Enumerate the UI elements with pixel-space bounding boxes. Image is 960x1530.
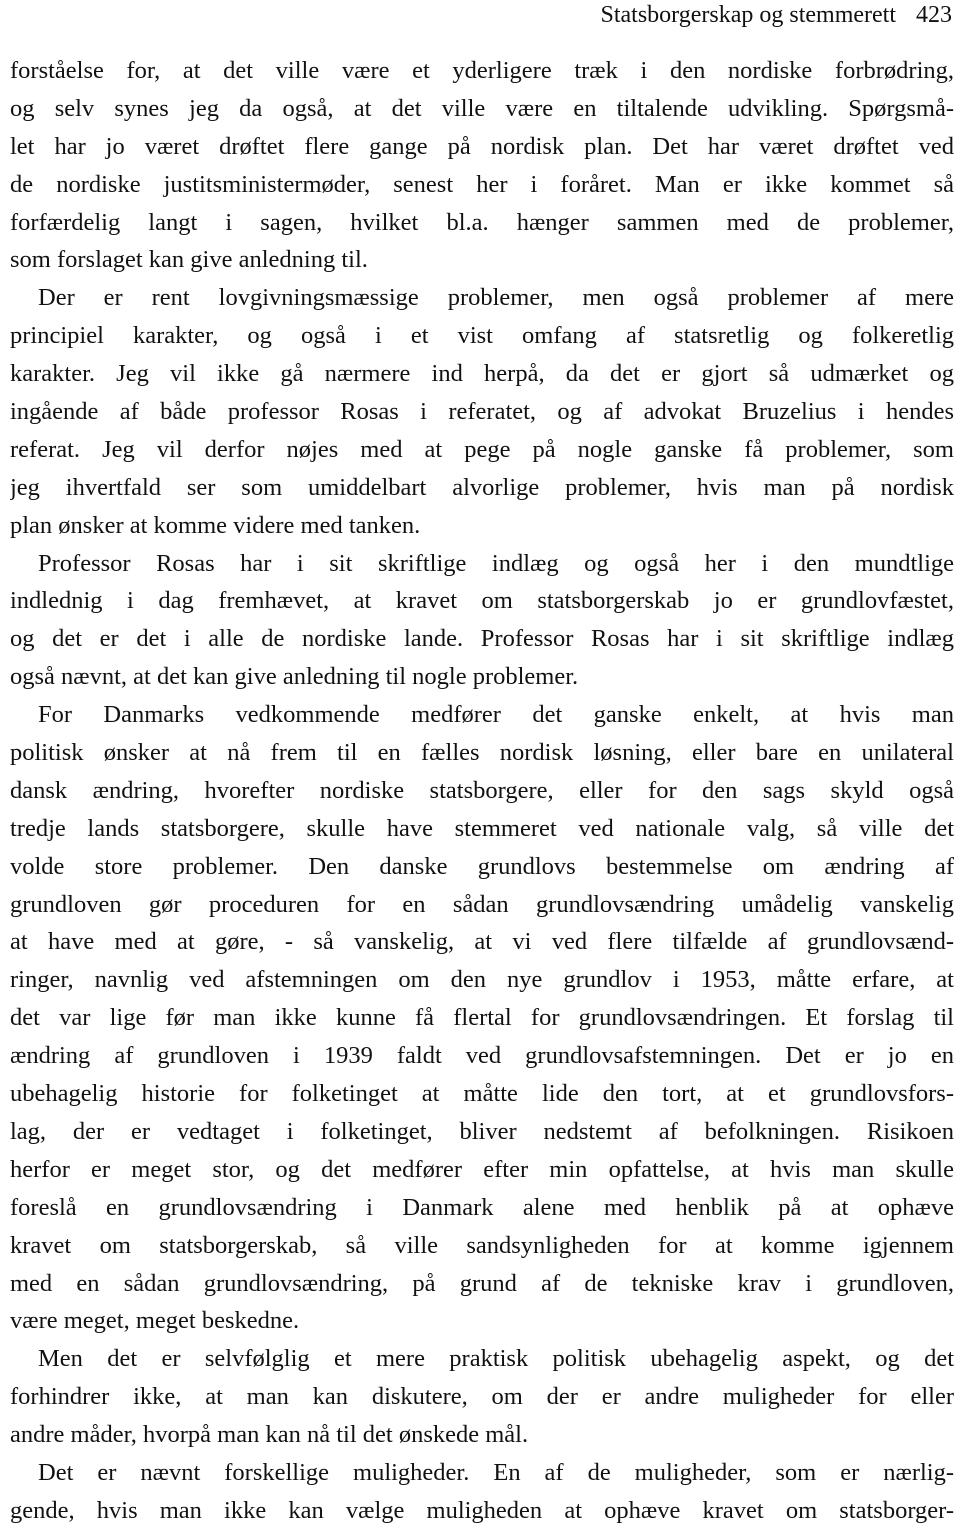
- running-title: Statsborgerskap og stemmerett: [600, 2, 896, 28]
- text-line: grundloven gør proceduren for en sådan grundlovsændring umådelig vanskelig: [10, 890, 954, 918]
- text-line: karakter. Jeg vil ikke gå nærmere ind herpå, da det er gjort så udmærket og: [10, 360, 954, 388]
- text-line: at have med at gøre, - så vanskelig, at vi ved flere tilfælde af grundlovsænd-: [10, 928, 954, 956]
- text-line: andre måder, hvorpå man kan nå til det ønskede mål.: [10, 1421, 529, 1449]
- text-line: Det er nævnt forskellige muligheder. En af de muligheder, som er nærlig-: [38, 1458, 954, 1486]
- text-line: let har jo været drøftet flere gange på nordisk plan. Det har været drøftet ved: [10, 132, 954, 160]
- paragraph: [10, 545, 954, 697]
- text-line: også nævnt, at det kan give anledning til nogle problemer.: [10, 663, 579, 691]
- text-line: ringer, navnlig ved afstemningen om den nye grundlov i 1953, måtte erfare, at: [10, 966, 954, 994]
- running-head: [601, 0, 953, 30]
- text-line: lag, der er vedtaget i folketinget, bliver nedstemt af befolkningen. Risikoen: [10, 1117, 954, 1145]
- text-line: Der er rent lovgivningsmæssige problemer, men også problemer af mere: [38, 284, 954, 312]
- text-line: herfor er meget stor, og det medfører efter min opfattelse, at hvis man skulle: [10, 1155, 954, 1183]
- text-line: og det er det i alle de nordiske lande. Professor Rosas har i sit skriftlige indlæg: [10, 625, 954, 653]
- text-line: Men det er selvfølglig et mere praktisk politisk ubehagelig aspekt, og det: [38, 1345, 954, 1373]
- text-line: forfærdelig langt i sagen, hvilket bl.a. hænger sammen med de problemer,: [10, 208, 954, 236]
- text-line: som forslaget kan give anledning til.: [10, 246, 368, 274]
- paragraph: [10, 52, 954, 279]
- text-line: ingående af både professor Rosas i referatet, og af advokat Bruzelius i hendes: [10, 398, 954, 426]
- text-line: med en sådan grundlovsændring, på grund af de tekniske krav i grundloven,: [10, 1269, 954, 1297]
- paragraph: [10, 696, 954, 1340]
- text-line: dansk ændring, hvorefter nordiske statsborgere, eller for den sags skyld også: [10, 776, 954, 804]
- text-line: og selv synes jeg da også, at det ville være en tiltalende udvikling. Spørgsmå-: [10, 94, 954, 122]
- text-line: forhindrer ikke, at man kan diskutere, om der er andre muligheder for eller: [10, 1383, 954, 1411]
- text-line: ændring af grundloven i 1939 faldt ved grundlovsafstemningen. Det er jo en: [10, 1042, 954, 1070]
- text-line: plan ønsker at komme videre med tanken.: [10, 511, 421, 539]
- text-line: referat. Jeg vil derfor nøjes med at pege på nogle ganske få problemer, som: [10, 435, 954, 463]
- paragraph: [10, 1454, 954, 1530]
- text-line: For Danmarks vedkommende medfører det ganske enkelt, at hvis man: [38, 701, 954, 729]
- text-line: Professor Rosas har i sit skriftlige indlæg og også her i den mundtlige: [38, 549, 954, 577]
- text-line: tredje lands statsborgere, skulle have stemmeret ved nationale valg, så ville det: [10, 814, 954, 842]
- text-line: ubehagelig historie for folketinget at måtte lide den tort, at et grundlovsfors-: [10, 1080, 954, 1108]
- text-line: de nordiske justitsministermøder, senest her i foråret. Man er ikke kommet så: [10, 170, 954, 198]
- text-line: foreslå en grundlovsændring i Danmark alene med henblik på at ophæve: [10, 1193, 954, 1221]
- paragraph: [10, 1340, 954, 1454]
- paragraph: [10, 279, 954, 544]
- text-line: politisk ønsker at nå frem til en fælles nordisk løsning, eller bare en unilateral: [10, 739, 954, 767]
- text-line: det var lige før man ikke kunne få flertal for grundlovsændringen. Et forslag til: [10, 1004, 954, 1032]
- text-line: kravet om statsborgerskab, så ville sandsynligheden for at komme igjennem: [10, 1231, 954, 1259]
- text-line: forståelse for, at det ville være et yderligere træk i den nordiske forbrødring,: [10, 57, 954, 84]
- text-line: indlednig i dag fremhævet, at kravet om statsborgerskab jo er grundlovfæstet,: [10, 587, 954, 615]
- text-line: gende, hvis man ikke kan vælge muligheden at ophæve kravet om statsborger-: [10, 1496, 954, 1524]
- text-line: være meget, meget beskedne.: [10, 1307, 300, 1335]
- page-number: 423: [916, 2, 952, 28]
- text-line: jeg ihvertfald ser som umiddelbart alvorlige problemer, hvis man på nordisk: [10, 473, 954, 501]
- text-line: principiel karakter, og også i et vist omfang af statsretlig og folkeretlig: [10, 322, 954, 350]
- text-line: volde store problemer. Den danske grundlovs bestemmelse om ændring af: [10, 852, 954, 880]
- body-text: [10, 52, 954, 1530]
